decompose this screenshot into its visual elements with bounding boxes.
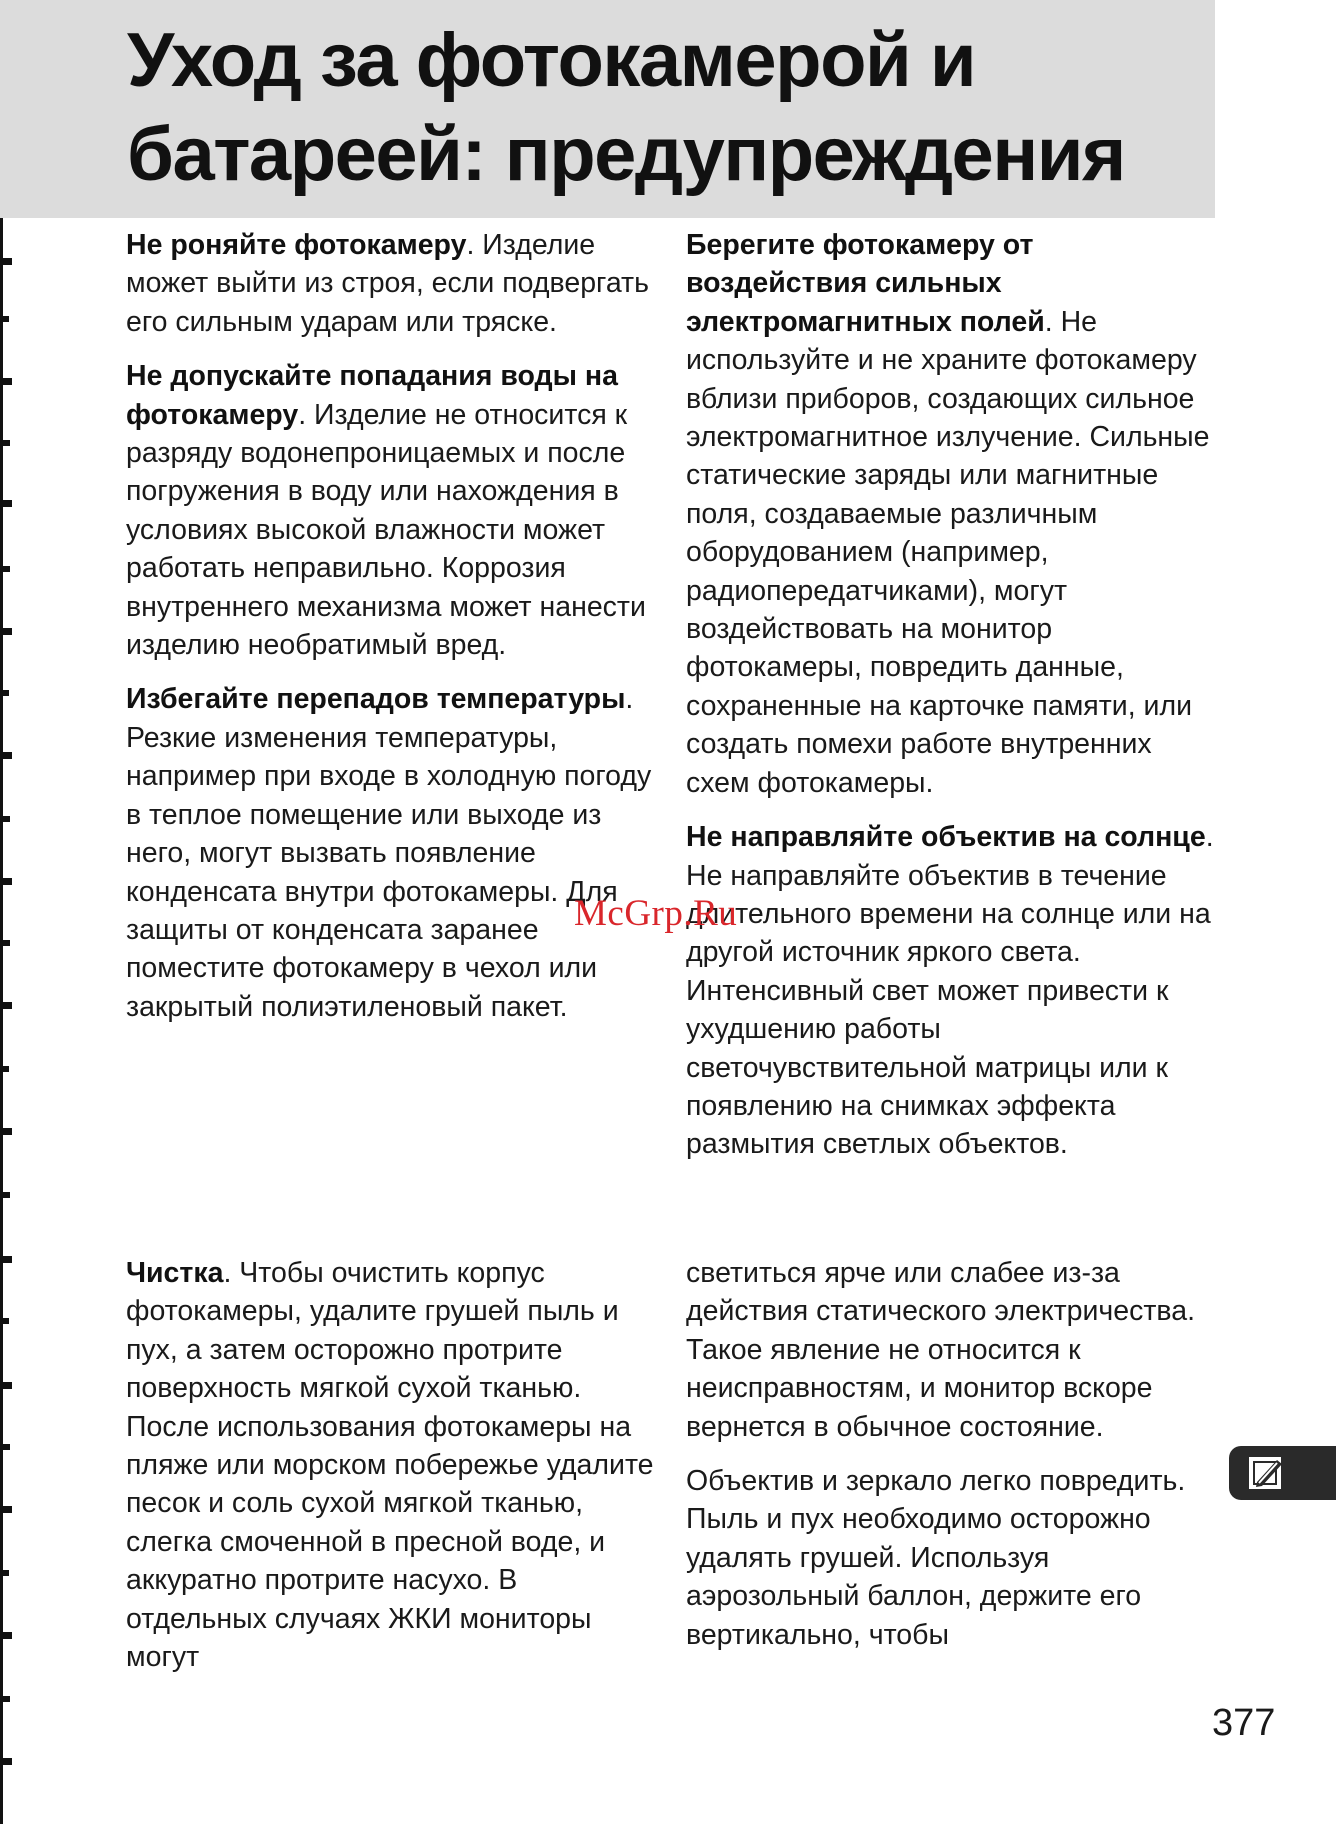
page-title-line-1: Уход за фотокамерой и — [127, 18, 976, 103]
text-drop: . Изделие может выйти из строя, если подвергать его сильным ударам или тряске. — [126, 229, 649, 338]
text-water: . Изделие не относится к разряду водонепроницаемых и после погружения в воду или нахождения в условиях высокой влажности может работать неправильно. Коррозия внутреннего механизма может нанести изделию необратимый вред. — [126, 398, 646, 662]
binding-edge-marks — [0, 0, 14, 1824]
page-title — [127, 14, 1187, 202]
paragraph-lens: Объектив и зеркало легко повредить. Пыль и пух необходимо осторожно удалять грушей. Используя аэрозольный баллон, держите его вертикально, чтобы — [686, 1465, 1186, 1651]
heading-magnetic: Берегите фотокамеру от воздействия сильных электромагнитных полей — [686, 229, 1045, 338]
heading-water: Не допускайте попадания воды на фотокамеру — [126, 360, 618, 431]
paragraph-sun — [686, 818, 1216, 1164]
paragraph-magnetic — [686, 226, 1216, 802]
paragraph-water — [126, 357, 656, 664]
text-magnetic: . Не используйте и не храните фотокамеру вблизи приборов, создающих сильное электромагнитное излучение. Сильные статические заряды или магнитные поля, создаваемые различным оборудованием (например, радиопередатчиками), могут воздействовать на монитор фотокамеры, повредить данные, сохраненные на карточке памяти, или создать помехи работе внутренних схем фотокамеры. — [686, 305, 1210, 799]
right-column — [686, 226, 1216, 1164]
paragraph-continued: светиться ярче или слабее из-за действия статического электричества. Такое явление не относится к неисправностям, и монитор вскоре вернется в обычное состояние. — [686, 1257, 1196, 1443]
pencil-note-icon — [1247, 1454, 1287, 1492]
text-temperature: . Резкие изменения температуры, например при входе в холодную погоду в теплое помещение или выходе из него, могут вызвать появление конденсата внутри фотокамеры. Для защиты от конденсата заранее поместите фотокамеру в чехол или закрытый полиэтиленовый пакет. — [126, 683, 652, 1023]
paragraph-drop — [126, 226, 656, 341]
page-title-line-2: батареей: предупреждения — [127, 112, 1125, 197]
left-bottom-column — [126, 1254, 656, 1676]
page-number: 377 — [1212, 1702, 1276, 1744]
text-cleaning: . Чтобы очистить корпус фотокамеры, удалите грушей пыль и пух, а затем осторожно протрите поверхность мягкой сухой тканью. После использования фотокамеры на пляже или морском побережье удалите песок и соль сухой мягкой тканью, слегка смоченной в пресной воде, и аккуратно протрите насухо. В отдельных случаях ЖКИ мониторы могут — [126, 1257, 654, 1674]
heading-drop: Не роняйте фотокамеру — [126, 229, 467, 261]
heading-cleaning: Чистка — [126, 1257, 224, 1289]
heading-sun: Не направляйте объектив на солнце — [686, 821, 1206, 854]
section-tab — [1229, 1446, 1336, 1500]
watermark: McGrp.Ru — [574, 893, 738, 934]
paragraph-cleaning — [126, 1254, 656, 1676]
text-sun: . Не направляйте объектив в течение длительного времени на солнце или на другой источник яркого света. Интенсивный свет может привести к ухудшению работы светочувствительной матрицы или к появлению на снимках эффекта размытия светлых объектов. — [686, 821, 1214, 1161]
paragraph-temperature — [126, 680, 656, 1026]
heading-temperature: Избегайте перепадов температуры — [126, 683, 626, 716]
right-bottom-column — [686, 1254, 1216, 1654]
